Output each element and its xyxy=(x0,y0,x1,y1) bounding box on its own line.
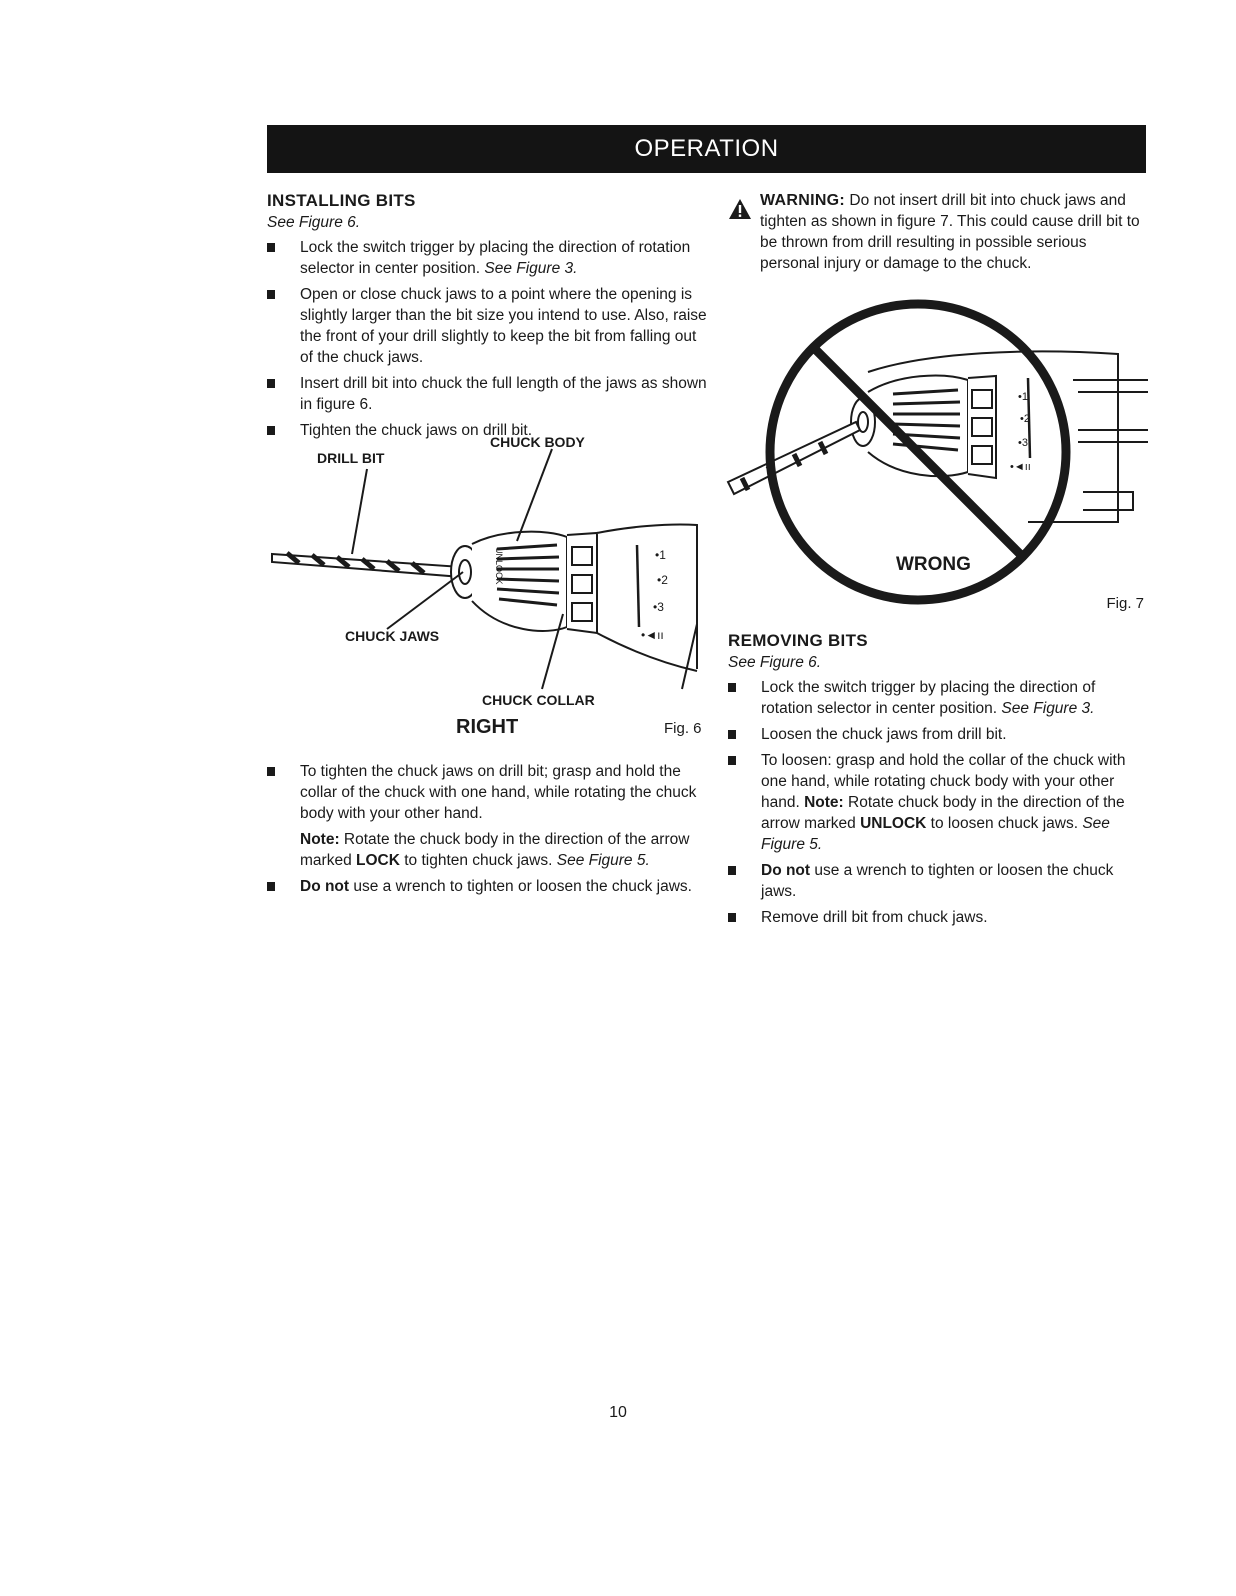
removing-see-figure: See Figure 6. xyxy=(728,654,822,671)
installing-see-figure: See Figure 6. xyxy=(267,214,361,231)
speed-mark: •1 xyxy=(655,548,666,562)
label-drill-bit: DRILL BIT xyxy=(317,450,385,466)
tighten-steps-list xyxy=(267,761,707,824)
page-number: 10 xyxy=(609,1404,627,1421)
installing-bits-heading: INSTALLING BITS xyxy=(267,191,416,210)
label-chuck-body: CHUCK BODY xyxy=(490,434,585,450)
speed-mark: •3 xyxy=(653,600,664,614)
list-item: Loosen the chuck jaws from drill bit. xyxy=(728,724,1148,745)
right-column xyxy=(728,190,1148,933)
label-wrong: WRONG xyxy=(896,554,971,575)
wrong-chuck-illustration xyxy=(728,282,1148,618)
warning-label: WARNING: xyxy=(760,192,846,209)
label-right: RIGHT xyxy=(456,716,519,738)
figure-6 xyxy=(267,434,707,749)
tighten-note: Note: Rotate the chuck body in the direction of the arrow marked LOCK to tighten chuck jaws. See Figure 5. xyxy=(300,831,690,869)
section-banner xyxy=(267,125,1146,173)
speed-mark: •2 xyxy=(657,573,668,587)
list-item: Open or close chuck jaws to a point where the opening is slightly larger than the bit size you intend to use. Also, raise the front of your drill slightly to keep the bit from falling out of the chuck jaws. xyxy=(267,284,707,368)
list-item: Tighten the chuck jaws on drill bit. xyxy=(267,420,707,441)
list-item: Remove drill bit from chuck jaws. xyxy=(728,907,1148,928)
label-chuck-collar: CHUCK COLLAR xyxy=(482,692,595,708)
warning-text: Do not insert drill bit into chuck jaws and tighten as shown in figure 7. This could cause drill bit to be thrown from drill resulting in possible serious personal injury or damage to the chuck. xyxy=(760,192,1140,272)
installing-steps-list xyxy=(267,237,707,441)
removing-steps-list xyxy=(728,677,1148,928)
list-item: Insert drill bit into chuck the full length of the jaws as shown in figure 6. xyxy=(267,373,707,415)
drill-chuck-illustration xyxy=(267,434,707,749)
list-item: To loosen: grasp and hold the collar of the chuck with one hand, while rotating chuck body with your other hand. Note: Rotate chuck body in the direction of the arrow marked UNLOCK to loosen chuck jaws. See Figure 5. xyxy=(728,750,1148,855)
tighten-warning-list xyxy=(267,876,707,897)
list-item: Do not use a wrench to tighten or loosen the chuck jaws. xyxy=(267,876,707,897)
section-title: OPERATION xyxy=(634,135,779,162)
label-chuck-jaws: CHUCK JAWS xyxy=(345,628,440,644)
speed-mark: •◄ıı xyxy=(641,628,664,642)
speed-mark: •1 xyxy=(1018,391,1028,403)
figure-7 xyxy=(728,282,1148,618)
warning-icon xyxy=(728,198,752,220)
unlock-marking: UNLOCK xyxy=(494,547,504,585)
warning-block xyxy=(728,190,1148,274)
speed-mark: •3 xyxy=(1018,437,1028,449)
list-item: Do not use a wrench to tighten or loosen the chuck jaws. xyxy=(728,860,1148,902)
list-item: Lock the switch trigger by placing the direction of rotation selector in center position. See Figure 3. xyxy=(728,677,1148,719)
speed-mark: •◄ıı xyxy=(1010,461,1031,473)
removing-bits-heading: REMOVING BITS xyxy=(728,631,868,650)
figure-6-caption: Fig. 6 xyxy=(664,720,702,737)
list-item: To tighten the chuck jaws on drill bit; grasp and hold the collar of the chuck with one hand, while rotating the chuck body with your other hand. xyxy=(267,761,707,824)
figure-7-caption: Fig. 7 xyxy=(1106,595,1144,612)
speed-mark: •2 xyxy=(1020,413,1030,425)
installing-bits-section xyxy=(267,190,707,902)
list-item: Lock the switch trigger by placing the direction of rotation selector in center position. See Figure 3. xyxy=(267,237,707,279)
